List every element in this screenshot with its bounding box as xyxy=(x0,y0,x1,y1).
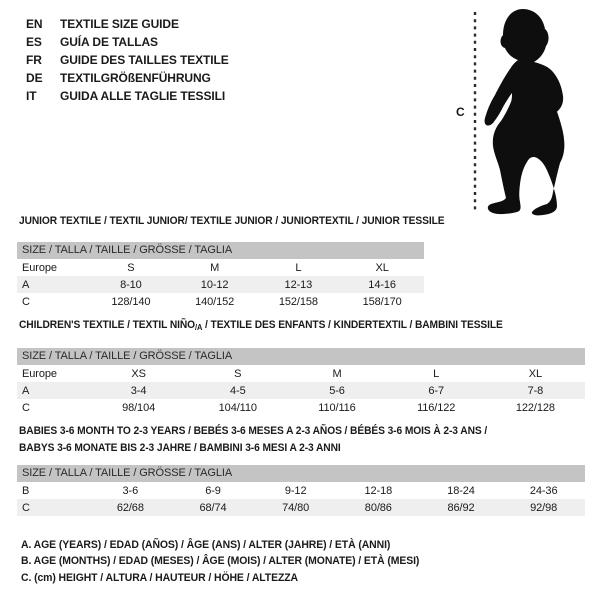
height-marker-label: C xyxy=(456,105,465,119)
height-cell: 74/80 xyxy=(282,501,310,514)
height-cell: 68/74 xyxy=(199,501,227,514)
age-cell: 3-4 xyxy=(130,384,147,397)
language-row-it xyxy=(26,87,229,105)
row-label: C xyxy=(22,401,30,414)
language-row-fr xyxy=(26,51,229,69)
size-header-bar: SIZE / TALLA / TAILLE / GRÖSSE / TAGLIA xyxy=(17,242,424,259)
row-label: Europe xyxy=(22,261,57,274)
size-header-bar: SIZE / TALLA / TAILLE / GRÖSSE / TAGLIA xyxy=(17,348,585,365)
children-table-section xyxy=(17,319,585,416)
row-label: A xyxy=(22,278,30,291)
table-row-height xyxy=(17,499,585,516)
size-cell: L xyxy=(433,367,440,380)
height-cell: 128/140 xyxy=(111,295,151,308)
size-header-bar: SIZE / TALLA / TAILLE / GRÖSSE / TAGLIA xyxy=(17,465,585,482)
height-cell: 92/98 xyxy=(530,501,558,514)
age-cell: 5-6 xyxy=(329,384,345,397)
height-cell: 80/86 xyxy=(364,501,392,514)
children-table-title xyxy=(19,319,545,334)
row-label: C xyxy=(22,501,30,514)
size-cell: S xyxy=(234,367,242,380)
size-cell: L xyxy=(295,261,302,274)
size-cell: XL xyxy=(528,367,543,380)
age-cell: 6-7 xyxy=(428,384,444,397)
language-code: EN xyxy=(26,17,43,31)
language-code: FR xyxy=(26,53,42,67)
language-label: TEXTILGRÖßENFÜHRUNG xyxy=(60,71,211,85)
language-row-de xyxy=(26,69,229,87)
language-code: IT xyxy=(26,89,37,103)
junior-table-section xyxy=(17,215,445,310)
height-cell: 104/110 xyxy=(218,401,257,414)
height-cell: 158/170 xyxy=(362,295,402,308)
language-row-es xyxy=(26,33,229,51)
babies-table-title xyxy=(19,423,545,456)
size-cell: M xyxy=(210,261,220,274)
age-cell: 24-36 xyxy=(529,484,558,497)
language-label: TEXTILE SIZE GUIDE xyxy=(60,17,179,31)
size-cell: S xyxy=(127,261,135,274)
toddler-silhouette-path xyxy=(485,9,565,215)
age-cell: 10-12 xyxy=(200,278,229,291)
height-cell: 152/158 xyxy=(278,295,318,308)
table-row-age xyxy=(17,276,424,293)
junior-table-title: JUNIOR TEXTILE / TEXTIL JUNIOR/ TEXTILE JUNIOR / JUNIORTEXTIL / JUNIOR TESSILE xyxy=(19,215,445,227)
language-label: GUIDA ALLE TAGLIE TESSILI xyxy=(60,89,226,103)
height-cell: 116/122 xyxy=(417,401,456,414)
footnote-height-cm: C. (cm) HEIGHT / ALTURA / HAUTEUR / HÖHE / ALTEZZA xyxy=(21,571,299,584)
table-row-europe xyxy=(17,259,424,276)
size-cell: XL xyxy=(375,261,389,274)
height-cell: 122/128 xyxy=(515,401,555,414)
row-label: B xyxy=(22,484,30,497)
footnote-age-years: A. AGE (YEARS) / EDAD (AÑOS) / ÂGE (ANS) / ALTER (JAHRE) / ETÀ (ANNI) xyxy=(21,539,391,551)
title-part: / TEXTILE DES ENFANTS / KINDERTEXTIL / BAMBINI TESSILE xyxy=(202,319,503,331)
age-cell: 7-8 xyxy=(527,384,544,397)
age-cell: 4-5 xyxy=(229,384,246,397)
age-cell: 14-16 xyxy=(368,278,396,291)
age-cell: 9-12 xyxy=(284,484,307,497)
table-row-europe xyxy=(17,365,585,382)
row-label: A xyxy=(22,384,30,397)
age-cell: 6-9 xyxy=(205,484,221,497)
table-row-height xyxy=(17,293,424,310)
row-label: Europe xyxy=(22,367,57,380)
language-row-en xyxy=(26,15,229,33)
language-label: GUÍA DE TALLAS xyxy=(60,35,158,49)
title-subscript: /A xyxy=(195,323,203,332)
table-row-age xyxy=(17,382,585,399)
age-cell: 8-10 xyxy=(120,278,142,291)
language-label: GUIDE DES TAILLES TEXTILE xyxy=(60,53,229,67)
age-cell: 3-6 xyxy=(122,484,139,497)
age-cell: 12-13 xyxy=(284,278,313,291)
size-cell: XS xyxy=(131,367,146,380)
age-cell: 12-18 xyxy=(364,484,393,497)
babies-table-section xyxy=(17,423,585,516)
height-cell: 110/116 xyxy=(318,401,356,414)
legend-footnotes xyxy=(21,537,440,586)
age-cell: 18-24 xyxy=(447,484,475,497)
language-code: ES xyxy=(26,35,42,49)
height-cell: 98/104 xyxy=(122,401,156,414)
table-row-height xyxy=(17,399,585,416)
row-label: C xyxy=(22,295,30,308)
language-code: DE xyxy=(26,71,43,85)
toddler-figure xyxy=(455,4,600,216)
table-row-age-months xyxy=(17,482,585,499)
height-cell: 62/68 xyxy=(116,501,144,514)
height-cell: 86/92 xyxy=(447,501,475,514)
language-title-list xyxy=(26,15,229,105)
title-line-1: BABIES 3-6 MONTH TO 2-3 YEARS / BEBÉS 3-6 MESES A 2-3 AÑOS / BÉBÉS 3-6 MOIS À 2-3 ANS / xyxy=(19,425,488,437)
title-line-2: BABYS 3-6 MONATE BIS 2-3 JAHRE / BAMBINI 3-6 MESI A 2-3 ANNI xyxy=(19,441,341,454)
size-cell: M xyxy=(332,367,342,380)
title-part: CHILDREN'S TEXTILE / TEXTIL NIÑO xyxy=(19,319,196,331)
toddler-silhouette-icon xyxy=(455,4,600,216)
height-cell: 140/152 xyxy=(195,295,235,308)
footnote-age-months: B. AGE (MONTHS) / EDAD (MESES) / ÂGE (MOIS) / ALTER (MONATE) / ETÀ (MESI) xyxy=(21,555,420,568)
